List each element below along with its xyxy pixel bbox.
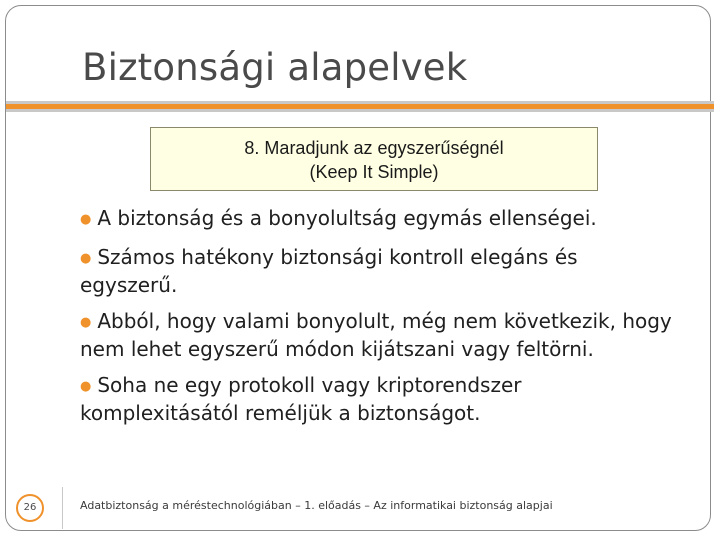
bullet-item xyxy=(80,373,680,426)
page-number-badge: 26 xyxy=(16,494,44,522)
principle-line-1: 8. Maradjunk az egyszerűségnél xyxy=(244,138,504,158)
bullet-item xyxy=(80,309,680,362)
bullet-dot-icon: ● xyxy=(80,212,92,227)
bullet-text: Abból, hogy valami bonyolult, még nem következik, hogy nem lehet egyszerű módon kijátszani vagy feltörni. xyxy=(80,309,672,361)
bullet-item xyxy=(80,245,680,298)
bullet-text: Számos hatékony biztonsági kontroll elegáns és egyszerű. xyxy=(80,245,578,297)
footer-divider xyxy=(62,487,63,529)
bullet-dot-icon: ● xyxy=(80,251,92,266)
bullet-text: A biztonság és a bonyolultság egymás ellenségei. xyxy=(97,206,597,230)
bullet-list xyxy=(80,206,680,437)
principle-box xyxy=(150,127,598,191)
title-rule-bottom xyxy=(6,109,714,112)
slide-title: Biztonsági alapelvek xyxy=(82,46,468,89)
bullet-item xyxy=(80,206,680,234)
bullet-text: Soha ne egy protokoll vagy kriptorendszer komplexitásától reméljük a biztonságot. xyxy=(80,373,522,425)
bullet-dot-icon: ● xyxy=(80,315,92,330)
principle-line-2: (Keep It Simple) xyxy=(309,162,439,182)
footer-text: Adatbiztonság a méréstechnológiában – 1. előadás – Az informatikai biztonság alapjai xyxy=(80,499,553,512)
bullet-dot-icon: ● xyxy=(80,379,92,394)
